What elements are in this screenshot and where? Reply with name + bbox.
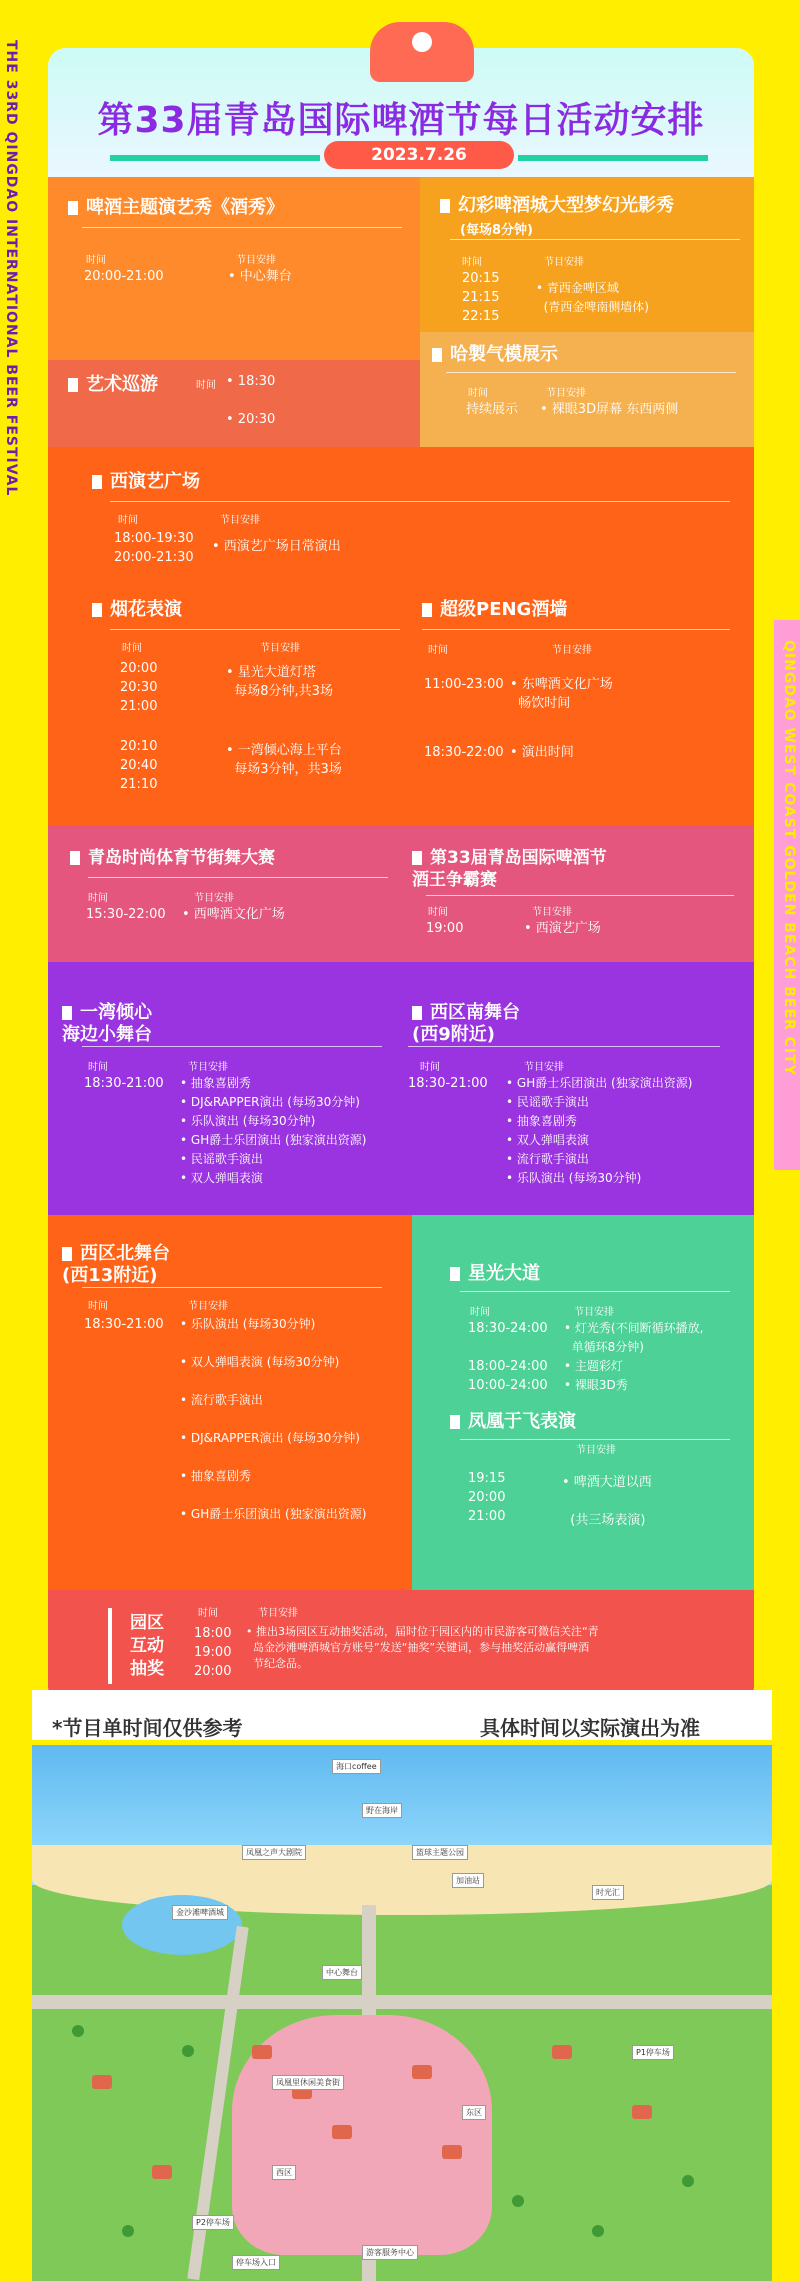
side-left-title: THE 33RD QINGDAO INTERNATIONAL BEER FESTIVAL — [3, 40, 19, 497]
time-value: 20:00-21:00 — [84, 269, 164, 284]
xiqubei-time: 18:30-21:00 — [84, 1317, 164, 1332]
streetdance-program: • 西啤酒文化广场 — [182, 907, 285, 922]
time-label: 时间 — [420, 1062, 440, 1073]
time-label: 时间 — [198, 1608, 218, 1619]
program-label: 节目安排 — [194, 893, 234, 904]
time-label: 时间 — [462, 257, 482, 268]
map-building — [442, 2145, 462, 2159]
xingguang-times: 18:30-24:00 18:00-24:00 10:00-24:00 — [468, 1321, 548, 1393]
section-purple — [48, 962, 754, 1215]
map-tree — [72, 2025, 84, 2037]
divider — [88, 877, 388, 878]
map-label: 游客服务中心 — [362, 2245, 418, 2260]
map-label: 西区 — [272, 2165, 296, 2180]
side-right-title: QINGDAO WEST COAST GOLDEN BEACH BEER CITY — [781, 640, 797, 1076]
peng-time-2: 18:30-22:00 — [424, 745, 504, 760]
haibian-program: • 抽象喜剧秀 • DJ&RAPPER演出 (每场30分钟) • 乐队演出 (每场30分钟) • GH爵士乐团演出 (独家演出资源) • 民谣歌手演出 • 双人弹唱表演 — [180, 1076, 367, 1185]
time-label: 时间 — [470, 1307, 490, 1318]
section-parade — [48, 360, 420, 447]
beerking-time: 19:00 — [426, 921, 464, 936]
time-label: 时间 — [122, 643, 142, 654]
divider — [446, 372, 736, 373]
map-tree — [182, 2045, 194, 2057]
note-left: *节目单时间仅供参考 — [52, 1716, 243, 1740]
map-label: 篮球主题公园 — [412, 1845, 468, 1860]
section-hahaqi — [420, 332, 754, 447]
peng-time-1: 11:00-23:00 — [424, 677, 504, 692]
section-title: 西区北舞台 (西13附近) — [62, 1243, 170, 1286]
section-jiuxiu — [48, 177, 420, 360]
section-title-xingguang: 星光大道 — [450, 1263, 540, 1285]
lottery-program: • 推出3场园区互动抽奖活动，届时位于园区内的市民游客可微信关注“青 岛金沙滩啤酒城官方账号”发送“抽奖”关键词，参与抽奖活动赢得啤酒 节纪念品。 — [246, 1625, 599, 1670]
section-title-fireworks: 烟花表演 — [92, 599, 182, 621]
map-label: 野在海岸 — [362, 1803, 402, 1818]
section-lottery — [48, 1590, 754, 1705]
fenghuang-times: 19:15 20:00 21:00 — [468, 1471, 506, 1524]
fenghuang-program: • 啤酒大道以西 (共三场表演) — [562, 1475, 652, 1528]
map-building — [332, 2125, 352, 2139]
program-value: • 裸眼3D屏幕 东西两侧 — [540, 402, 679, 417]
time-label: 时间 — [88, 1062, 108, 1073]
map-label: P2停车场 — [192, 2215, 234, 2230]
section-title: 艺术巡游 — [68, 374, 158, 396]
time-value: 20:15 21:15 22:15 — [462, 271, 500, 324]
map-label: 停车场入口 — [232, 2255, 280, 2270]
map-road — [32, 1995, 772, 2009]
divider — [408, 1046, 720, 1047]
map-building — [152, 2165, 172, 2179]
map-label: 凤凰里休闲美食街 — [272, 2075, 344, 2090]
section-title-superpeng: 超级PENG酒墙 — [422, 599, 567, 621]
program-label: 节目安排 — [188, 1301, 228, 1312]
section-pink — [48, 825, 754, 962]
program-value: • 中心舞台 — [228, 269, 292, 284]
program-label: 节目安排 — [552, 645, 592, 656]
xiyan-times: 18:00-19:30 20:00-21:30 — [114, 531, 194, 565]
map-label: 东区 — [462, 2105, 486, 2120]
program-label: 节目安排 — [236, 255, 276, 266]
xiqubei-program: • 乐队演出 (每场30分钟) • 双人弹唱表演 (每场30分钟) • 流行歌手演出 • DJ&RAPPER演出 (每场30分钟) • 抽象喜剧秀 • GH爵士乐团演出 (独家演出资源) — [180, 1317, 367, 1521]
section-title: 幻彩啤酒城大型梦幻光影秀 — [440, 195, 674, 217]
divider — [110, 501, 730, 502]
program-label: 节目安排 — [574, 1307, 614, 1318]
section-title: 园区 互动 抽奖 — [130, 1613, 164, 1679]
fireworks-program-2: • 一湾倾心海上平台 每场3分钟，共3场 — [226, 743, 342, 777]
section-title-fenghuang: 凤凰于飞表演 — [450, 1411, 576, 1433]
program-label: 节目安排 — [188, 1062, 228, 1073]
title-underline-right — [518, 155, 708, 161]
time-value: 持续展示 — [466, 402, 519, 417]
map-label: 中心舞台 — [322, 1965, 362, 1980]
time-label: 时间 — [118, 515, 138, 526]
section-title: 啤酒主题演艺秀《酒秀》 — [68, 197, 284, 219]
section-red-orange — [48, 447, 754, 825]
program-label: 节目安排 — [258, 1608, 298, 1619]
map-label: 时光汇 — [592, 1885, 624, 1900]
lottery-bar — [108, 1608, 112, 1684]
fireworks-program-1: • 星光大道灯塔 每场8分钟,共3场 — [226, 665, 333, 699]
section-title-streetdance: 青岛时尚体育节街舞大赛 — [70, 847, 275, 869]
divider — [82, 1046, 382, 1047]
program-value: • 青西金啤区域 (青西金啤南侧墙体) — [536, 281, 649, 314]
map-label: P1停车场 — [632, 2045, 674, 2060]
section-subtitle: (每场8分钟) — [460, 223, 533, 238]
map-tree — [682, 2175, 694, 2187]
haibian-time: 18:30-21:00 — [84, 1076, 164, 1091]
program-label: 节目安排 — [532, 907, 572, 918]
section-title: 哈製气模展示 — [432, 344, 558, 366]
divider — [450, 239, 740, 240]
map-label: 海口coffee — [332, 1759, 381, 1774]
time-values: • 18:30 • 20:30 — [226, 374, 276, 427]
divider — [422, 629, 730, 630]
map-building — [632, 2105, 652, 2119]
page-title: 第33届青岛国际啤酒节每日活动安排 — [97, 100, 705, 141]
time-label: 时间 — [88, 1301, 108, 1312]
time-label: 时间 — [196, 380, 216, 391]
section-xiqubei — [48, 1215, 412, 1590]
map-tree — [122, 2225, 134, 2237]
title-underline-left — [110, 155, 320, 161]
clipboard-clip-icon — [370, 22, 474, 82]
program-label: 节目安排 — [576, 1445, 616, 1456]
divider — [82, 1287, 382, 1288]
section-lightshow — [420, 177, 754, 332]
divider — [460, 1439, 730, 1440]
section-green — [412, 1215, 754, 1590]
xiqunan-time: 18:30-21:00 — [408, 1076, 488, 1091]
time-label: 时间 — [468, 388, 488, 399]
program-label: 节目安排 — [524, 1062, 564, 1073]
peng-program-2: • 演出时间 — [510, 745, 574, 760]
date-badge: 2023.7.26 — [324, 141, 514, 169]
map-building — [412, 2065, 432, 2079]
fireworks-times-1: 20:00 20:30 21:00 — [120, 661, 158, 714]
program-label: 节目安排 — [260, 643, 300, 654]
beerking-program: • 西演艺广场 — [524, 921, 601, 936]
time-label: 时间 — [86, 255, 106, 266]
xiyan-program: • 西演艺广场日常演出 — [212, 539, 341, 554]
divider — [82, 227, 402, 228]
time-label: 时间 — [428, 907, 448, 918]
section-title-xiqunan: 西区南舞台 (西9附近) — [412, 1002, 520, 1045]
divider — [460, 1291, 730, 1292]
divider — [426, 895, 734, 896]
map-building — [252, 2045, 272, 2059]
xingguang-program: • 灯光秀(不间断循环播放, 单循环8分钟) • 主题彩灯 • 裸眼3D秀 — [564, 1321, 704, 1392]
time-label: 时间 — [88, 893, 108, 904]
note-right: 具体时间以实际演出为准 — [480, 1716, 700, 1740]
time-label: 时间 — [428, 645, 448, 656]
map-label: 凤凰之声大剧院 — [242, 1845, 306, 1860]
program-label: 节目安排 — [220, 515, 260, 526]
map-building — [92, 2075, 112, 2089]
map-building — [552, 2045, 572, 2059]
section-title-beerking: 第33届青岛国际啤酒节 酒王争霸赛 — [412, 848, 607, 890]
map-tree — [512, 2195, 524, 2207]
park-map — [32, 1745, 772, 2281]
section-title-haibian: 一湾倾心 海边小舞台 — [62, 1002, 152, 1045]
xiqunan-program: • GH爵士乐团演出 (独家演出资源) • 民谣歌手演出 • 抽象喜剧秀 • 双人弹唱表演 • 流行歌手演出 • 乐队演出 (每场30分钟) — [506, 1076, 693, 1185]
lottery-times: 18:00 19:00 20:00 — [194, 1626, 232, 1679]
map-lake — [122, 1895, 242, 1955]
streetdance-time: 15:30-22:00 — [86, 907, 166, 922]
map-tree — [592, 2225, 604, 2237]
fireworks-times-2: 20:10 20:40 21:10 — [120, 739, 158, 792]
section-title-xiyan: 西演艺广场 — [92, 471, 200, 493]
program-label: 节目安排 — [546, 388, 586, 399]
divider — [110, 629, 400, 630]
map-label: 加油站 — [452, 1873, 484, 1888]
program-label: 节目安排 — [544, 257, 584, 268]
peng-program-1: • 东啤酒文化广场 畅饮时间 — [510, 677, 613, 711]
map-label: 金沙滩啤酒城 — [172, 1905, 228, 1920]
